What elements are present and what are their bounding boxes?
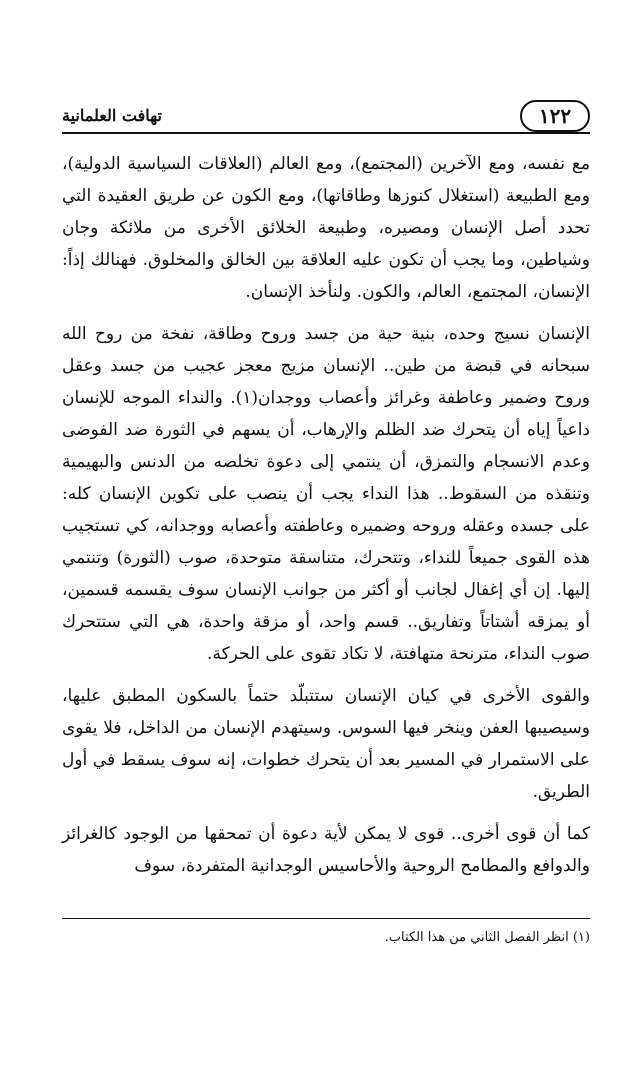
paragraph-3: والقوى الأخرى في كيان الإنسان ستتبلّد حتماً بالسكون المطبق عليها، وسيصيبها العفن وينخر فيها السوس. وسيتهدم الإنسان من الداخل، فلا يقوى على الاستمرار في المسير بعد أن يتحرك خطوات، إنه سوف يسقط في أول الطريق. (62, 686, 590, 802)
paragraph-4: كما أن قوى أخرى.. قوى لا يمكن لأية دعوة أن تمحقها من الوجود كالغرائز والدوافع والمطامح الروحية والأحاسيس الوجدانية المتفردة، سوف (62, 824, 590, 876)
paragraph-2-text: الإنسان نسيج وحده، بنية حية من جسد وروح وطاقة، نفخة من روح الله سبحانه في قبضة من طين.. الإنسان مزيج معجز عجيب من جسد وعقل وروح وضمير وعاطفة وغرائز وأعصاب ووجدان (62, 324, 590, 408)
paragraph-2-continuation: (١). والنداء الموجه للإنسان داعياً إياه أن يتحرك ضد الظلم والإرهاب، أن يسهم في الثورة ضد الفوضى وعدم الانسجام والتمزق، أن ينتمي إلى دعوة تخلصه من الدنس والبهيمية وتنقذه من السقوط.. هذا النداء يجب أن ينصب على تكوين الإنسان كله: على جسده وعقله وروحه وضميره وعاطفته وأعصابه ووجدانه، كي تستجيب هذه القوى جميعاً للنداء، وتتحرك، متناسقة متوحدة، صوب (الثورة) وتنتمي إليها. إن أي إغفال لجانب أو أكثر من جوانب الإنسان سوف يقسمه قسمين، أو يمزقه أشتاتاً وتفاريق.. قسم واحد، أو مزقة واحدة، هي التي ستتحرك صوب النداء، مترنحة متهافتة، لا تكاد تقوى على الحركة. (62, 388, 590, 664)
page-header (62, 100, 590, 134)
paragraph-1: مع نفسه، ومع الآخرين (المجتمع)، ومع العالم (العلاقات السياسية الدولية)، ومع الطبيعة (استغلال كنوزها وطاقاتها)، ومع الكون عن طريق العقيدة التي تحدد أصل الإنسان ومصيره، وطبيعة الخلائق الأخرى من ملائكة وجان وشياطين، وما يجب أن تكون عليه العلاقة بين الخالق والمخلوق. فهنالك إذاً: الإنسان، المجتمع، العالم، والكون. ولنأخذ الإنسان. (62, 154, 590, 302)
running-title: تهافت العلمانية (62, 106, 162, 125)
main-text (62, 148, 590, 892)
footnote-divider (62, 918, 590, 919)
paragraph-2 (62, 318, 590, 670)
header-divider (62, 132, 590, 134)
page-number-badge: ١٢٢ (520, 100, 590, 132)
footnote: (١) انظر الفصل الثاني من هذا الكتاب. (384, 930, 590, 945)
